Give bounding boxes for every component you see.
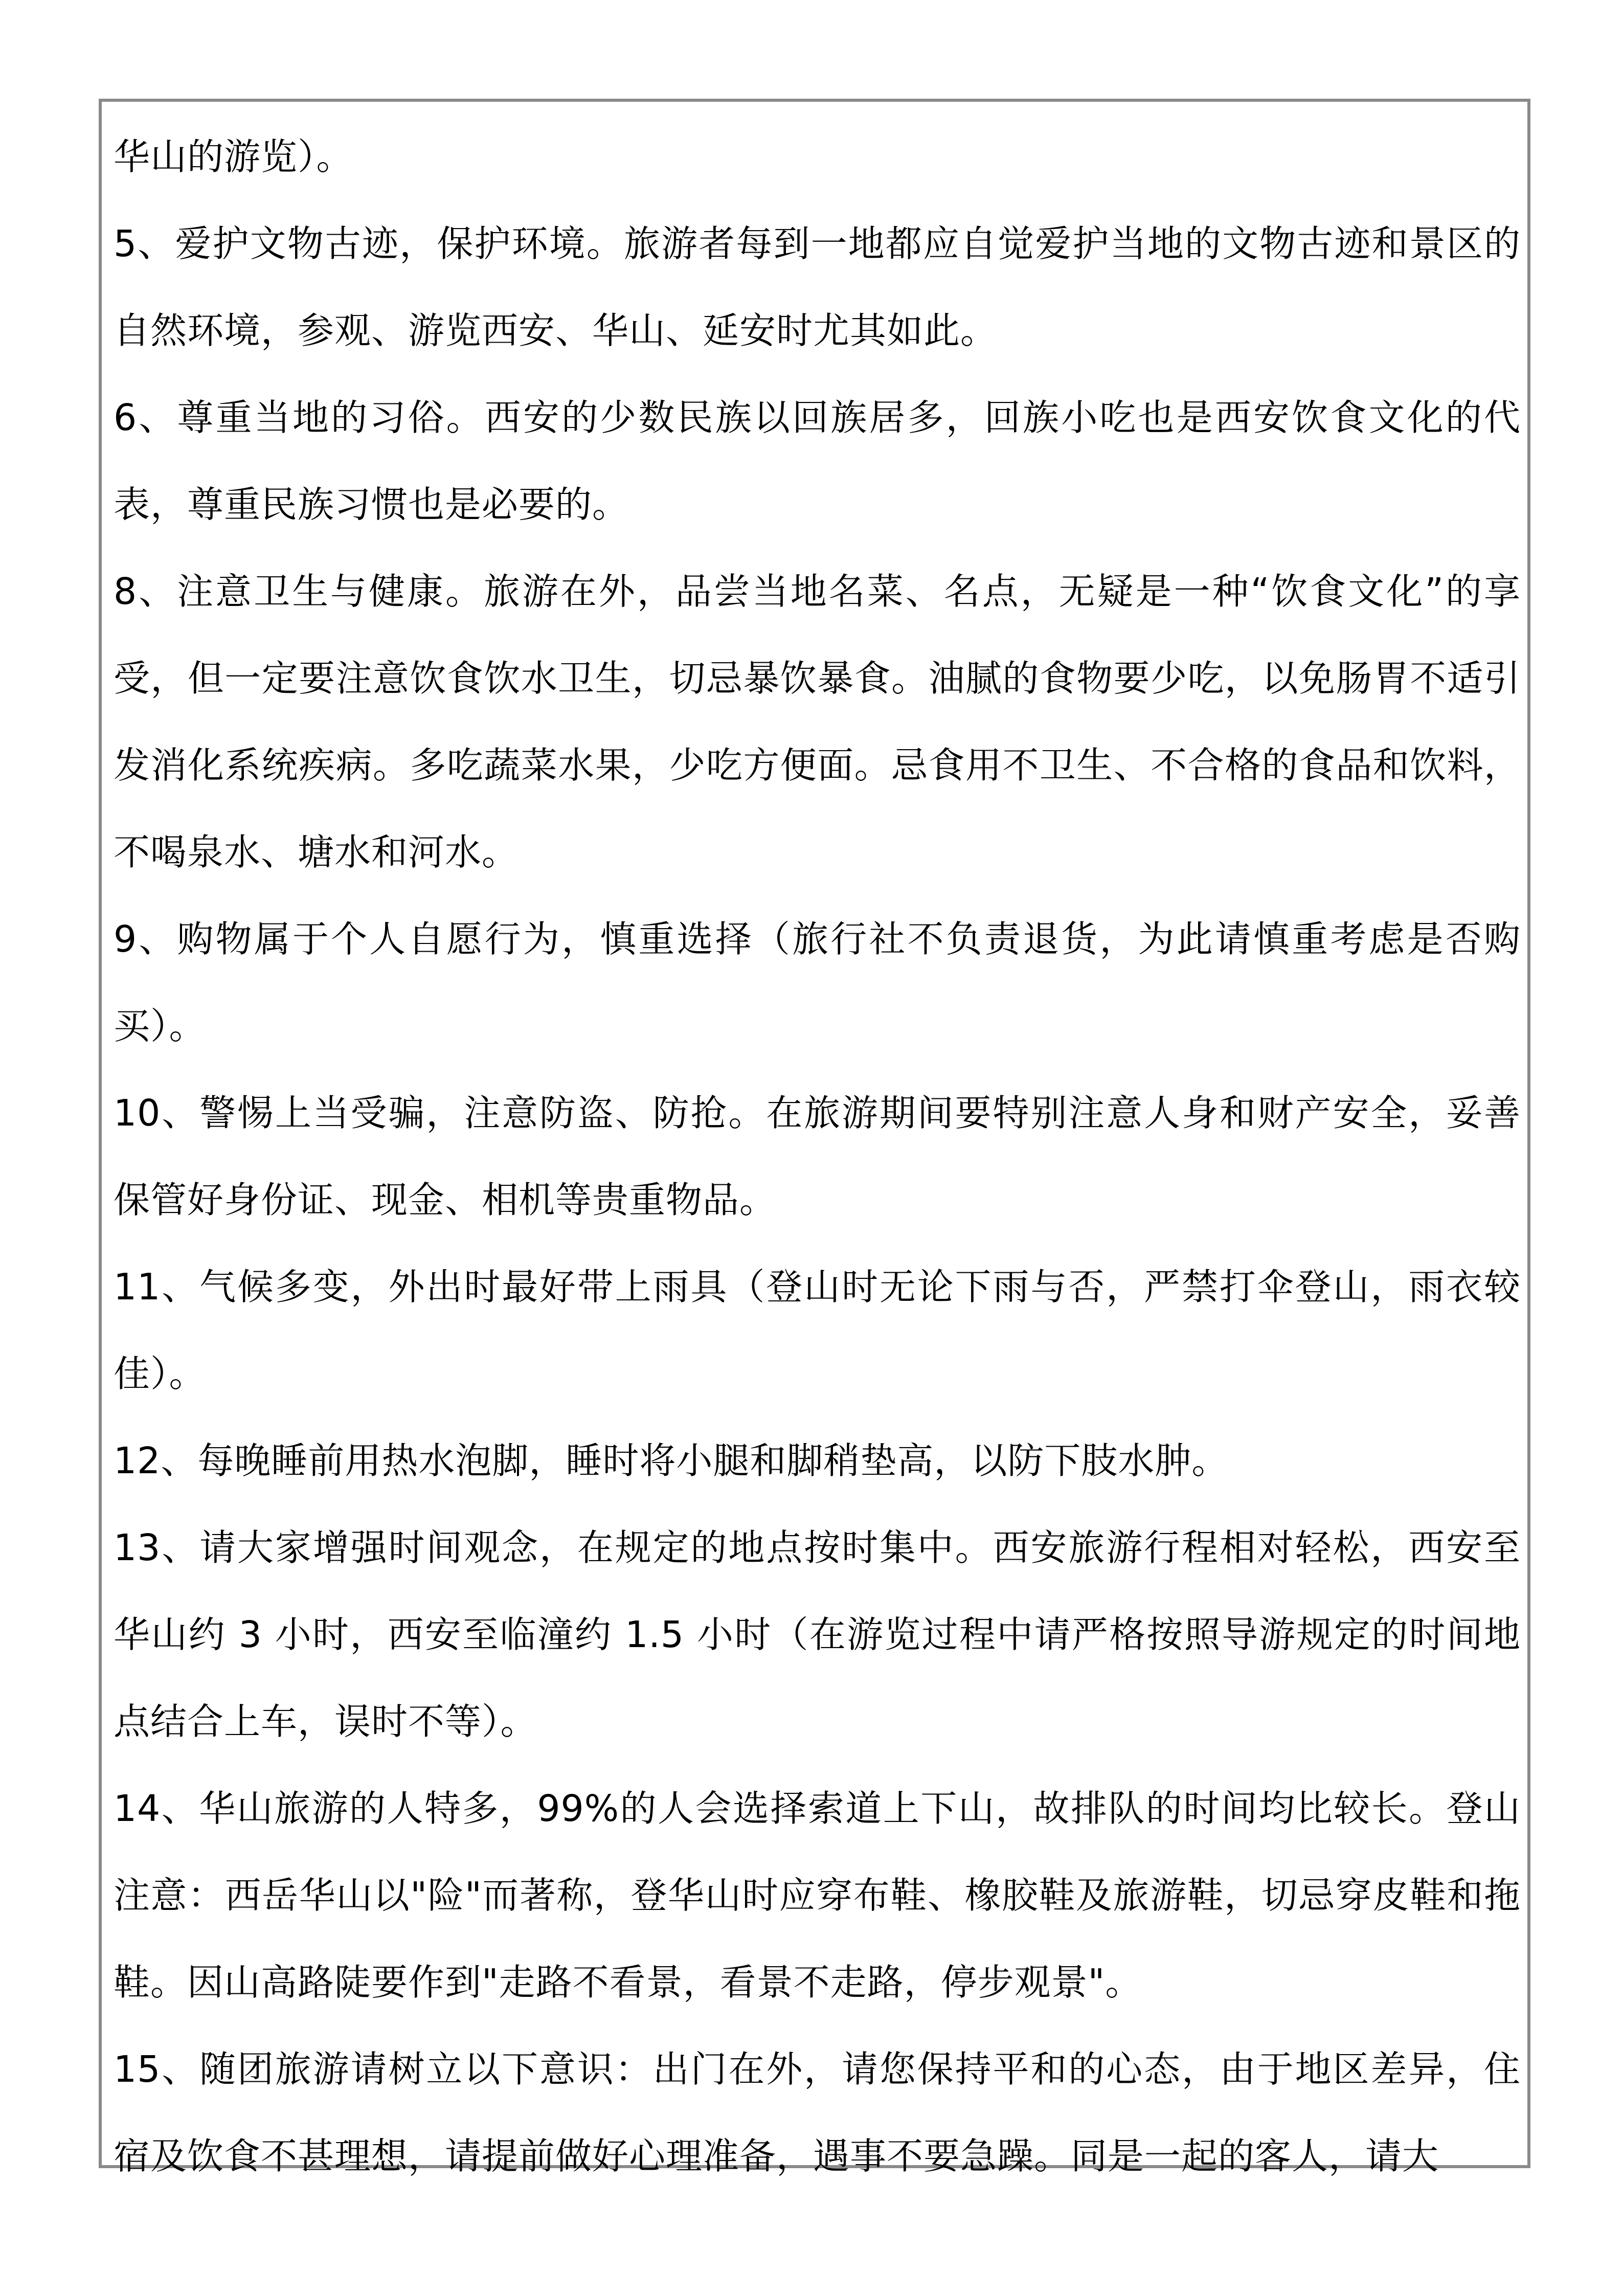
paragraph-item-12: 12、每晚睡前用热水泡脚，睡时将小腿和脚稍垫高，以防下肢水肿。 [114,1439,1229,1482]
paragraph-item-9: 9、购物属于个人自愿行为，慎重选择（旅行社不负责退货，为此请慎重考虑是否购买）。 [114,918,1521,1047]
paragraph-item-5: 5、爱护文物古迹，保护环境。旅游者每到一地都应自觉爱护当地的文物古迹和景区的自然环境，参观、游览西安、华山、延安时尤其如此。 [114,222,1521,352]
paragraph-item-13: 13、请大家增强时间观念，在规定的地点按时集中。西安旅游行程相对轻松，西安至华山约 3 小时，西安至临潼约 1.5 小时（在游览过程中请严格按照导游规定的时间地点结合上车，误时不等）。 [114,1526,1521,1743]
paragraph-item-6: 6、尊重当地的习俗。西安的少数民族以回族居多，回族小吃也是西安饮食文化的代表，尊重民族习惯也是必要的。 [114,396,1521,526]
paragraph-item-10: 10、警惕上当受骗，注意防盗、防抢。在旅游期间要特别注意人身和财产安全，妥善保管好身份证、现金、相机等贵重物品。 [114,1092,1521,1221]
paragraph-item-14: 14、华山旅游的人特多，99%的人会选择索道上下山，故排队的时间均比较长。登山注意：西岳华山以"险"而著称，登华山时应穿布鞋、橡胶鞋及旅游鞋，切忌穿皮鞋和拖鞋。因山高路陡要作到"走路不看景，看景不走路，停步观景"。 [114,1787,1521,2004]
paragraph-item-15: 15、随团旅游请树立以下意识：出门在外，请您保持平和的心态，由于地区差异，住宿及饮食不甚理想，请提前做好心理准备，遇事不要急躁。同是一起的客人，请大 [114,2048,1521,2177]
paragraph-item-8: 8、注意卫生与健康。旅游在外，品尝当地名菜、名点，无疑是一种“饮食文化”的享受，但一定要注意饮食饮水卫生，切忌暴饮暴食。油腻的食物要少吃，以免肠胃不适引发消化系统疾病。多吃蔬菜水果，少吃方便面。忌食用不卫生、不合格的食品和饮料，不喝泉水、塘水和河水。 [114,570,1521,873]
document-body [114,114,1521,2200]
paragraph-continuation: 华山的游览）。 [114,136,353,178]
paragraph-item-11: 11、气候多变，外出时最好带上雨具（登山时无论下雨与否，严禁打伞登山，雨衣较佳）。 [114,1266,1521,1395]
